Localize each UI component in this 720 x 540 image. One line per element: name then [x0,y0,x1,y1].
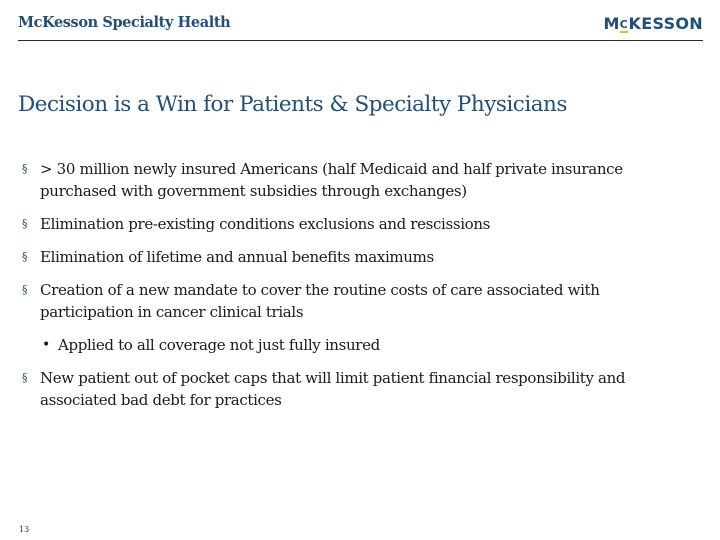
bullet-item [22,246,690,268]
bullet-item [22,279,690,323]
bullet-item [22,213,690,235]
bullet-text: Creation of a new mandate to cover the routine costs of care associated with participation in cancer clinical trials [40,281,600,321]
bullet-text: > 30 million newly insured Americans (half Medicaid and half private insurance purchased with government subsidies through exchanges) [40,160,623,200]
slide-title: Decision is a Win for Patients & Specialty Physicians [18,92,567,117]
logo-letter-m: M [603,14,620,33]
sub-bullet-marker: • [42,337,50,353]
sub-bullet-item [22,334,690,356]
header-divider [18,40,703,41]
logo-wordmark: KESSON [628,14,703,33]
bullet-text: Elimination of lifetime and annual benefits maximums [40,248,434,266]
page-number: 13 [19,525,30,534]
bullet-marker: § [22,371,28,384]
bullet-marker: § [22,162,28,175]
bullet-text: Elimination pre-existing conditions exclusions and rescissions [40,215,490,233]
bullet-text: New patient out of pocket caps that will limit patient financial responsibility and associated bad debt for practices [40,369,626,409]
bullet-list [22,158,690,422]
bullet-marker: § [22,250,28,263]
header-brand: McKesson Specialty Health [18,14,231,31]
bullet-marker: § [22,217,28,230]
sub-bullet-text: Applied to all coverage not just fully insured [58,336,380,354]
logo-letter-c: C [619,18,629,31]
mckesson-logo [603,14,703,33]
bullet-marker: § [22,283,28,296]
bullet-item [22,158,690,202]
bullet-item [22,367,690,411]
